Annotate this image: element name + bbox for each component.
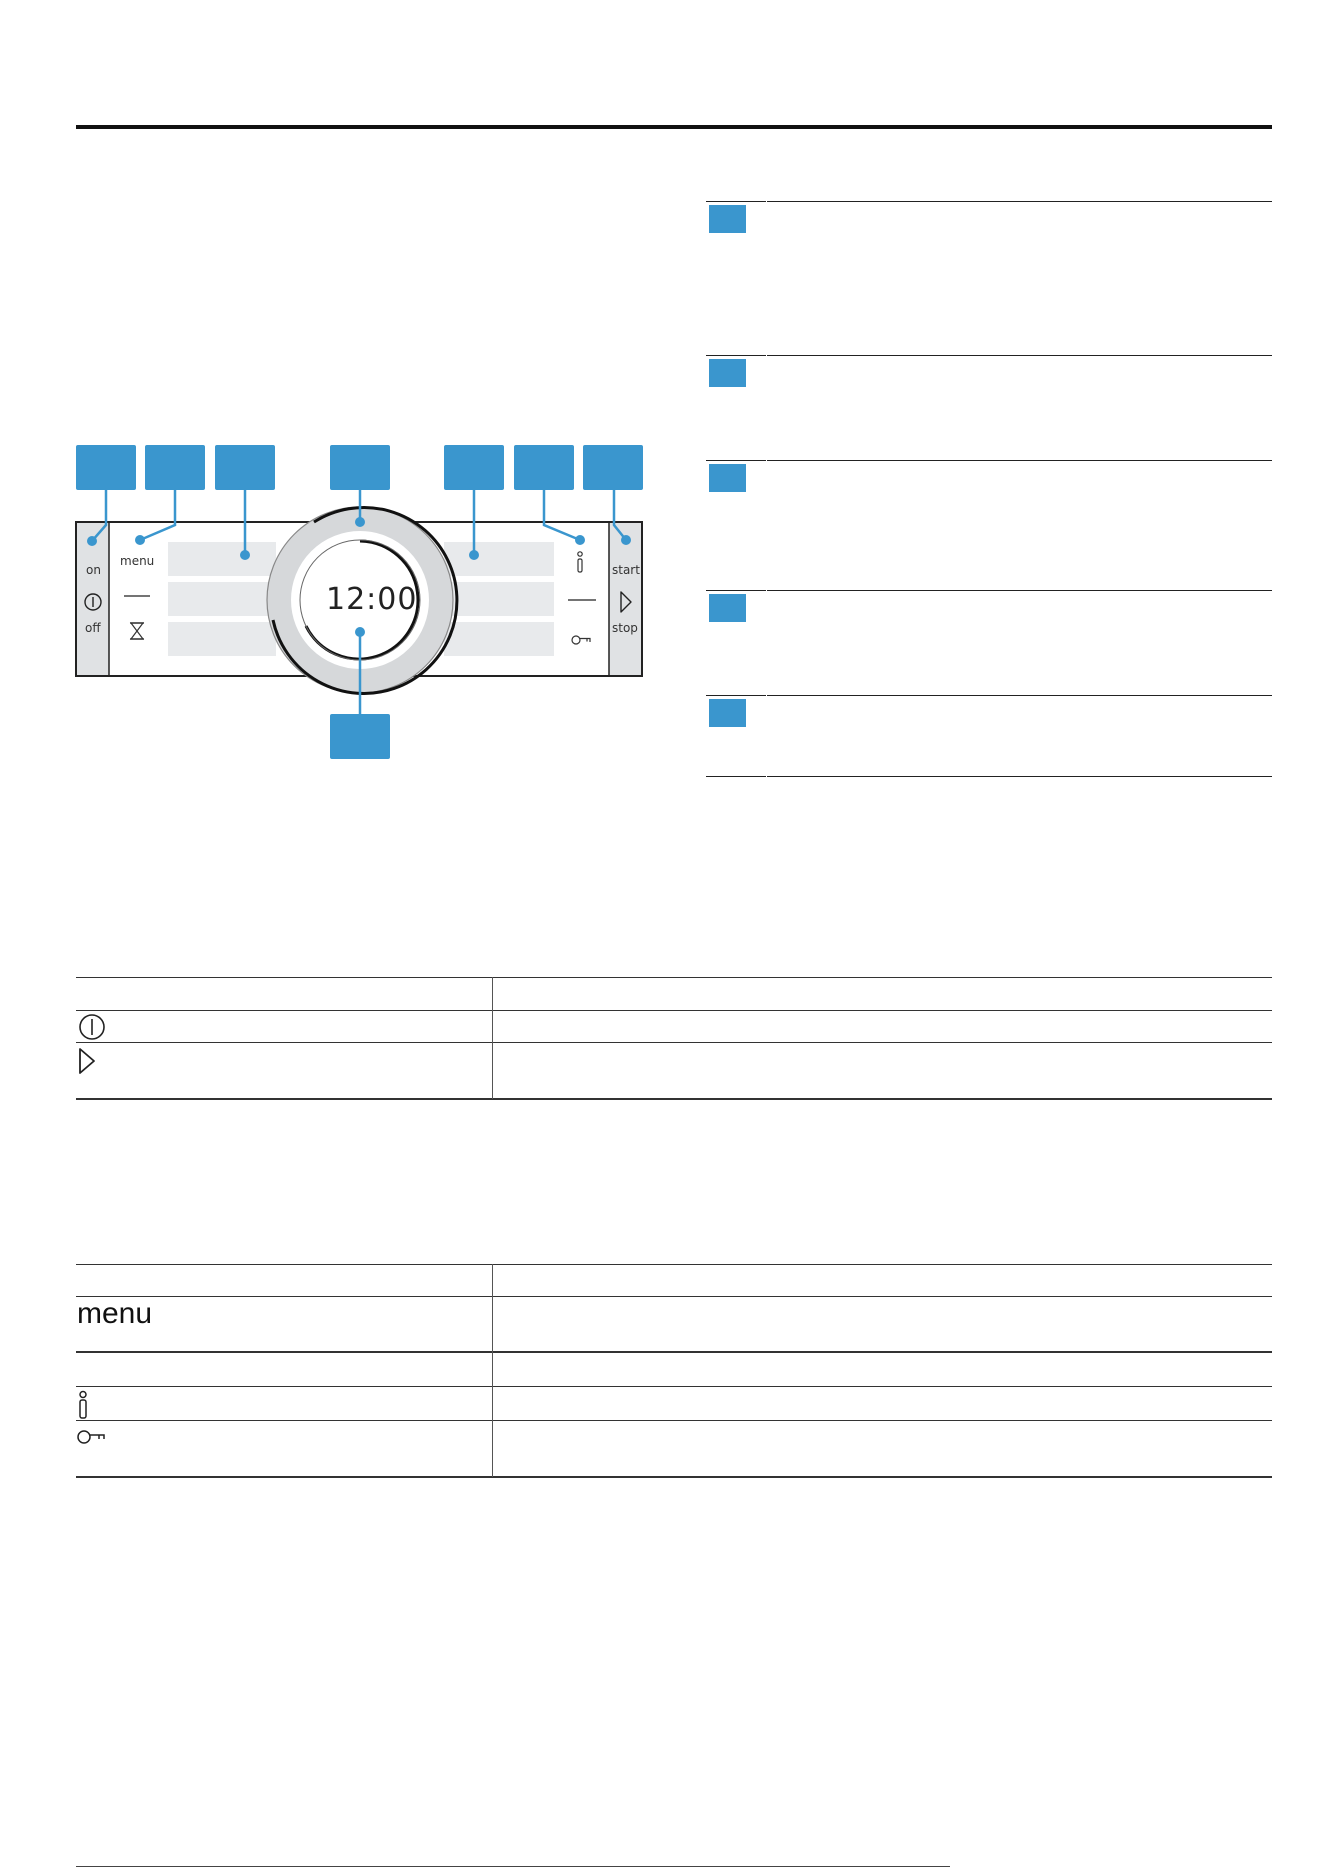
field-right-1	[444, 542, 554, 576]
table-info-icon	[76, 1390, 106, 1420]
field-left-1	[168, 542, 276, 576]
legend-marker-3	[709, 464, 746, 492]
field-right-2	[444, 582, 554, 616]
table-power-icon	[76, 1012, 108, 1042]
table-menu-label: menu	[77, 1297, 153, 1330]
display-time: 12:00	[326, 582, 418, 617]
table-start-stop-icon	[76, 1046, 108, 1076]
callout-3	[215, 445, 275, 490]
stop-label: stop	[612, 621, 638, 635]
table-key-icon	[76, 1424, 110, 1450]
callout-7	[583, 445, 643, 490]
right-strip	[609, 523, 641, 675]
callout-2	[145, 445, 205, 490]
field-right-3	[444, 622, 554, 656]
control-panel-diagram	[0, 0, 1324, 800]
field-left-2	[168, 582, 276, 616]
callout-5	[444, 445, 504, 490]
callout-8	[330, 714, 390, 759]
legend-marker-5	[709, 699, 746, 727]
callout-1	[76, 445, 136, 490]
legend-marker-2	[709, 359, 746, 387]
off-label: off	[85, 621, 101, 635]
legend-marker-1	[709, 205, 746, 233]
menu-label: menu	[120, 554, 155, 568]
field-left-3	[168, 622, 276, 656]
on-label: on	[86, 563, 101, 577]
legend-marker-4	[709, 594, 746, 622]
callout-6	[514, 445, 574, 490]
footer-rule	[76, 1866, 950, 1867]
start-label: start	[612, 563, 640, 577]
callout-4	[330, 445, 390, 490]
